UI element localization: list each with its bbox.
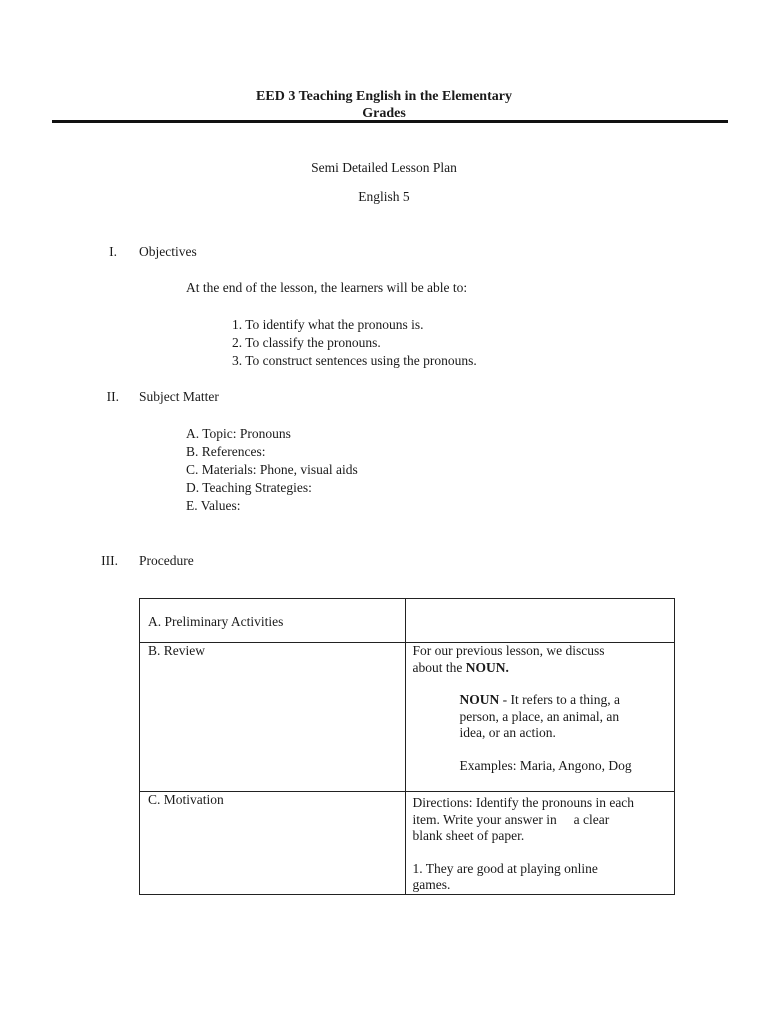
list-item: A. Topic: Pronouns xyxy=(186,426,291,441)
list-item: D. Teaching Strategies: xyxy=(186,480,312,495)
table-row xyxy=(140,599,675,643)
list-item: 1. To identify what the pronouns is. xyxy=(232,317,424,332)
review-intro-line2 xyxy=(412,660,666,677)
header-divider xyxy=(52,120,728,123)
section-title-objectives: Objectives xyxy=(139,244,197,259)
noun-term: NOUN xyxy=(459,692,500,707)
procedure-label-review: B. Review xyxy=(140,643,406,792)
section-numeral-procedure: III. xyxy=(101,553,118,568)
objectives-intro: At the end of the lesson, the learners will be able to: xyxy=(186,280,468,295)
review-intro-prefix: about the xyxy=(412,659,466,675)
noun-definition-line3: idea, or an action. xyxy=(459,725,556,740)
motivation-item1-line2: games. xyxy=(412,877,451,892)
procedure-label-preliminary: A. Preliminary Activities xyxy=(140,599,406,643)
motivation-directions-line1: Directions: Identify the pronouns in each xyxy=(412,795,635,810)
noun-definition-text: - It refers to a thing, a xyxy=(499,692,620,707)
list-item: 3. To construct sentences using the pronouns. xyxy=(232,353,477,368)
noun-examples: Examples: Maria, Angono, Dog xyxy=(459,757,632,773)
list-item: E. Values: xyxy=(186,498,241,513)
section-numeral-objectives: I. xyxy=(109,244,117,259)
section-title-procedure: Procedure xyxy=(139,553,194,568)
objectives-list xyxy=(232,316,477,370)
motivation-directions-line2: item. Write your answer in a clear xyxy=(412,811,610,827)
list-item: 2. To classify the pronouns. xyxy=(232,335,381,350)
list-item: C. Materials: Phone, visual aids xyxy=(186,462,358,477)
section-title-subject-matter: Subject Matter xyxy=(139,389,219,404)
procedure-content-review xyxy=(406,643,675,792)
procedure-content-motivation xyxy=(406,792,675,895)
motivation-item1-line1: 1. They are good at playing online xyxy=(412,860,598,876)
procedure-table xyxy=(139,598,675,895)
motivation-directions-line3: blank sheet of paper. xyxy=(412,828,525,843)
noun-definition-line2: person, a place, an animal, an xyxy=(459,708,620,724)
noun-definition-line1 xyxy=(459,692,666,709)
table-row xyxy=(140,792,675,895)
header-title-line2: Grades xyxy=(362,106,406,121)
review-intro-line1: For our previous lesson, we discuss xyxy=(412,643,605,658)
document-subject: English 5 xyxy=(358,189,410,204)
noun-definition xyxy=(459,692,666,774)
list-item: B. References: xyxy=(186,444,266,459)
subject-matter-list xyxy=(186,425,358,515)
document-header xyxy=(0,88,768,122)
review-intro-noun: NOUN. xyxy=(465,659,509,675)
procedure-label-motivation: C. Motivation xyxy=(140,792,406,895)
procedure-content-preliminary xyxy=(406,599,675,643)
section-numeral-subject-matter: II. xyxy=(106,389,119,404)
header-title-line1: EED 3 Teaching English in the Elementary xyxy=(256,89,512,104)
table-row xyxy=(140,643,675,792)
document-subtitle: Semi Detailed Lesson Plan xyxy=(311,160,457,175)
